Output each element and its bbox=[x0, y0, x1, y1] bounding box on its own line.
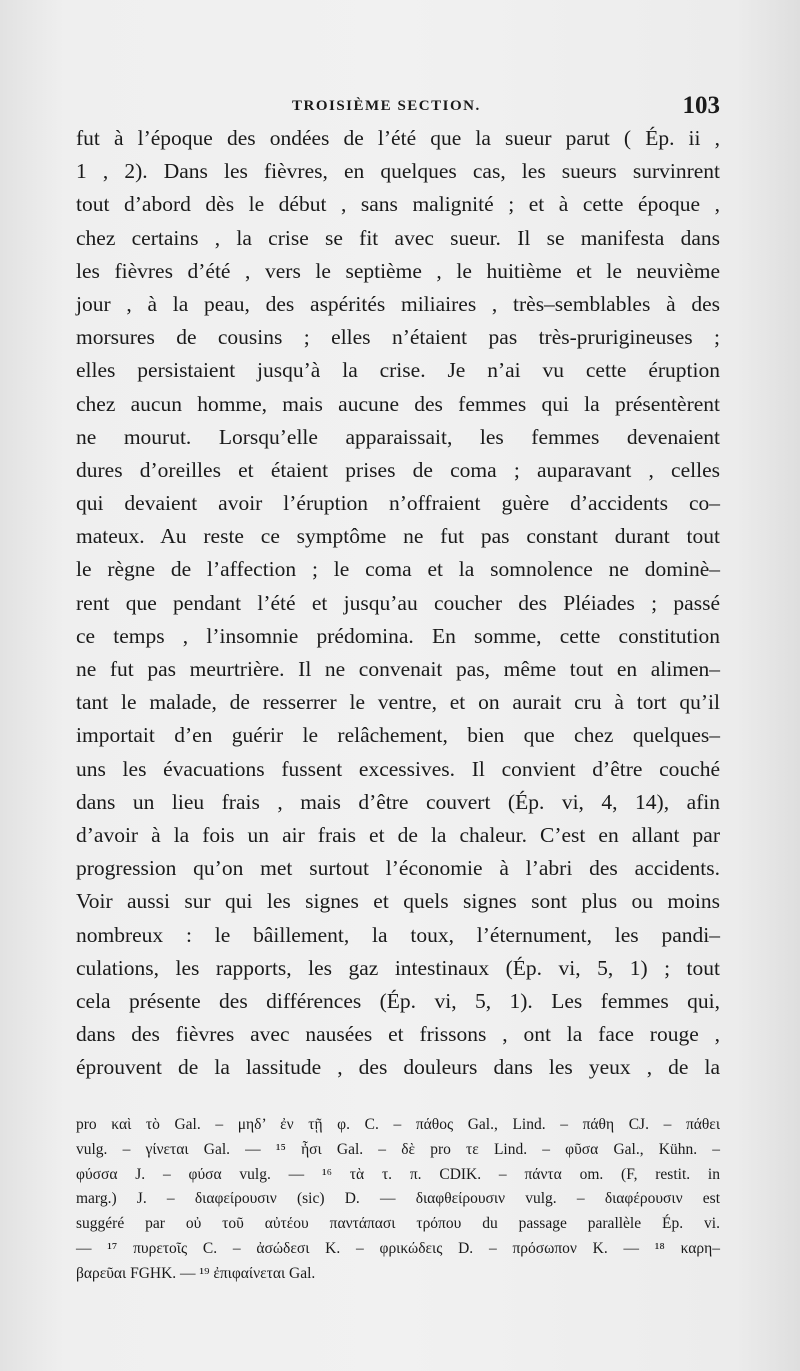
text-line: mateux. Au reste ce symptôme ne fut pas constant durant tout bbox=[76, 524, 720, 549]
text-line: ce temps , l’insomnie prédomina. En somme, cette constitution bbox=[76, 623, 720, 648]
text-line: 1 , 2). Dans les fièvres, en quelques cas, les sueurs survinrent bbox=[76, 159, 720, 184]
text-line: tout d’abord dès le début , sans malignité ; et à cette époque , bbox=[76, 192, 720, 217]
text-line: dures d’oreilles et étaient prises de coma ; auparavant , celles bbox=[76, 457, 720, 482]
text-line: chez aucun homme, mais aucune des femmes qui la présentèrent bbox=[76, 391, 720, 416]
text-line: éprouvent de la lassitude , des douleurs dans les yeux , de la bbox=[76, 1055, 720, 1080]
text-line: progression qu’on met surtout l’économie à l’abri des accidents. bbox=[76, 856, 720, 881]
text-line: dans un lieu frais , mais d’être couvert (Ép. vi, 4, 14), afin bbox=[76, 789, 720, 814]
body-text bbox=[76, 122, 720, 1084]
text-line: nombreux : le bâillement, la toux, l’éternument, les pandi– bbox=[76, 922, 720, 947]
footnote-line: pro καὶ τὸ Gal. – μηδ’ ἐν τῇ φ. C. – πάθος Gal., Lind. – πάθη CJ. – πάθει bbox=[76, 1116, 720, 1133]
footnotes bbox=[76, 1113, 720, 1287]
text-line: d’avoir à la fois un air frais et de la chaleur. C’est en allant par bbox=[76, 822, 720, 847]
text-line: ne fut pas meurtrière. Il ne convenait pas, même tout en alimen– bbox=[76, 657, 720, 681]
footnote-line: marg.) J. – διαφείρουσιν (sic) D. — διαφθείρουσιν vulg. – διαφέρουσιν est bbox=[76, 1190, 720, 1208]
text-line: dans des fièvres avec nausées et frissons , ont la face rouge , bbox=[76, 1022, 720, 1047]
text-line: Voir aussi sur qui les signes et quels signes sont plus ou moins bbox=[76, 889, 720, 914]
text-line: tant le malade, de resserrer le ventre, et on aurait cru à tort qu’il bbox=[76, 690, 720, 715]
text-line: elles persistaient jusqu’à la crise. Je n’ai vu cette éruption bbox=[76, 358, 720, 383]
footnote-line: φύσσα J. – φύσα vulg. — ¹⁶ τὰ τ. π. CDIK. – πάντα om. (F, restit. in bbox=[76, 1165, 720, 1183]
text-line: jour , à la peau, des aspérités miliaires , très–semblables à des bbox=[76, 291, 720, 316]
text-line: importait d’en guérir le relâchement, bien que chez quelques– bbox=[76, 723, 720, 748]
text-line: qui devaient avoir l’éruption n’offraient guère d’accidents co– bbox=[76, 491, 720, 516]
text-line: chez certains , la crise se fit avec sueur. Il se manifesta dans bbox=[76, 225, 720, 250]
text-line: le règne de l’affection ; le coma et la somnolence ne dominè– bbox=[76, 557, 720, 582]
text-line: uns les évacuations fussent excessives. Il convient d’être couché bbox=[76, 756, 720, 781]
page-header bbox=[76, 92, 720, 124]
footnote-line: vulg. – γίνεται Gal. — ¹⁵ ἦσι Gal. – δὲ pro τε Lind. – φῦσα Gal., Kühn. – bbox=[76, 1140, 720, 1158]
text-line: cela présente des différences (Ép. vi, 5, 1). Les femmes qui, bbox=[76, 988, 720, 1013]
footnote-line: suggéré par οὐ τοῦ αὐτέου παντάπασι τρόπου du passage parallèle Ép. vi. bbox=[76, 1215, 720, 1233]
running-title: TROISIÈME SECTION. bbox=[292, 98, 481, 114]
text-line: ne mourut. Lorsqu’elle apparaissait, les femmes devenaient bbox=[76, 424, 720, 449]
footnote-line: — ¹⁷ πυρετοῖς C. – ἀσώδεσι K. – φρικώδεις D. – πρόσωπον K. — ¹⁸ καρη– bbox=[76, 1239, 720, 1257]
text-line: morsures de cousins ; elles n’étaient pas très-prurigineuses ; bbox=[76, 325, 720, 350]
text-line: rent que pendant l’été et jusqu’au coucher des Pléiades ; passé bbox=[76, 590, 720, 615]
page-number: 103 bbox=[682, 92, 720, 119]
text-line: les fièvres d’été , vers le septième , le huitième et le neuvième bbox=[76, 258, 720, 283]
text-line: culations, les rapports, les gaz intestinaux (Ép. vi, 5, 1) ; tout bbox=[76, 955, 720, 980]
text-line: fut à l’époque des ondées de l’été que la sueur parut ( Ép. ii , bbox=[76, 126, 720, 150]
footnote-line: βαρεῦαι FGHK. — ¹⁹ ἐπιφαίνεται Gal. bbox=[76, 1264, 316, 1282]
